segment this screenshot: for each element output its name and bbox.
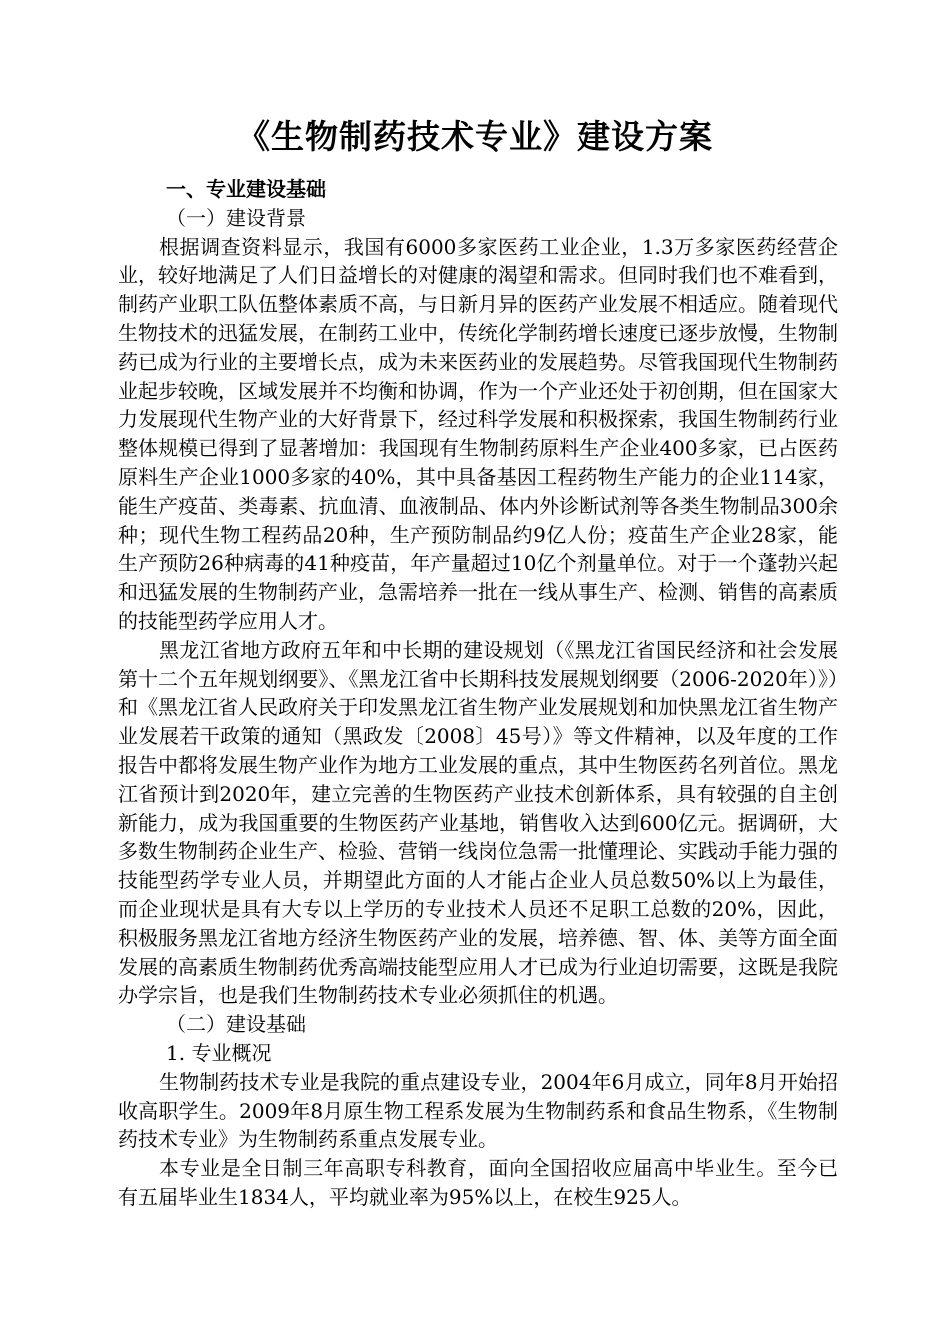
paragraph-heilongjiang-plan: 黑龙江省地方政府五年和中长期的建设规划（《黑龙江省国民经济和社会发展第十二个五年规划纲要》、《黑龙江省中长期科技发展规划纲要（2006-2020年）》）和《黑龙江省人民政府关于印发黑龙江省生物产业发展规划和加快黑龙江省生物产业发展若干政策的通知（黑政发〔2008〕45号）》等文件精神，以及年度的工作报告中都将发展生物产业作为地方工业发展的重点，其中生物医药名列首位。黑龙江省预计到2020年，建立完善的生物医药产业技术创新体系，具有较强的自主创新能力，成为我国重要的生物医药产业基地，销售收入达到600亿元。据调研，大多数生物制药企业生产、检验、营销一线岗位急需一批懂理论、实践动手能力强的技能型药学专业人员，并期望此方面的人才能占企业人员总数50%以上为最佳，而企业现状是具有大专以上学历的专业技术人员还不足职工总数的20%，因此，积极服务黑龙江省地方经济生物医药产业的发展，培养德、智、体、美等方面全面发展的高素质生物制药优秀高端技能型应用人才已成为行业迫切需要，这既是我院办学宗旨，也是我们生物制药技术专业必须抓住的机遇。: [118, 637, 838, 1008]
paragraph-industry-background: 根据调查资料显示，我国有6000多家医药工业企业，1.3万多家医药经营企业，较好地满足了人们日益增长的对健康的渴望和需求。但同时我们也不难看到，制药产业职工队伍整体素质不高，与日新月异的医药产业发展不相适应。随着现代生物技术的迅猛发展，在制药工业中，传统化学制药增长速度已逐步放慢，生物制药已成为行业的主要增长点，成为未来医药业的发展趋势。尽管我国现代生物制药业起步较晚，区域发展并不均衡和协调，作为一个产业还处于初创期，但在国家大力发展现代生物产业的大好背景下，经过科学发展和积极探索，我国生物制药行业整体规模已得到了显著增加：我国现有生物制药原料生产企业400多家，已占医药原料生产企业1000多家的40%，其中具备基因工程药物生产能力的企业114家，能生产疫苗、类毒素、抗血清、血液制品、体内外诊断试剂等各类生物制品300余种；现代生物工程药品20种，生产预防制品约9亿人份；疫苗生产企业28家，能生产预防26种病毒的41种疫苗，年产量超过10亿个剂量单位。对于一个蓬勃兴起和迅猛发展的生物制药产业，急需培养一批在一线从事生产、检测、销售的高素质的技能型药学应用人才。: [118, 234, 838, 633]
section-heading: 一、专业建设基础: [166, 177, 326, 201]
document-body: [118, 175, 838, 1212]
document-title: 《生物制药技术专业》建设方案: [237, 117, 713, 156]
paragraph-enrollment: 本专业是全日制三年高职专科教育，面向全国招收应届高中毕业生。至今已有五届毕业生1834人，平均就业率为95%以上，在校生925人。: [118, 1156, 838, 1209]
item-heading-overview: 1. 专业概况: [166, 1040, 272, 1065]
paragraph-program-overview: 生物制药技术专业是我院的重点建设专业，2004年6月成立，同年8月开始招收高职学生。2009年8月原生物工程系发展为生物制药系和食品生物系，《生物制药技术专业》为生物制药系重点发展专业。: [118, 1069, 838, 1152]
subsection-heading-foundation: （二）建设基础: [166, 1012, 306, 1037]
subsection-heading-background: （一）建设背景: [166, 205, 306, 230]
